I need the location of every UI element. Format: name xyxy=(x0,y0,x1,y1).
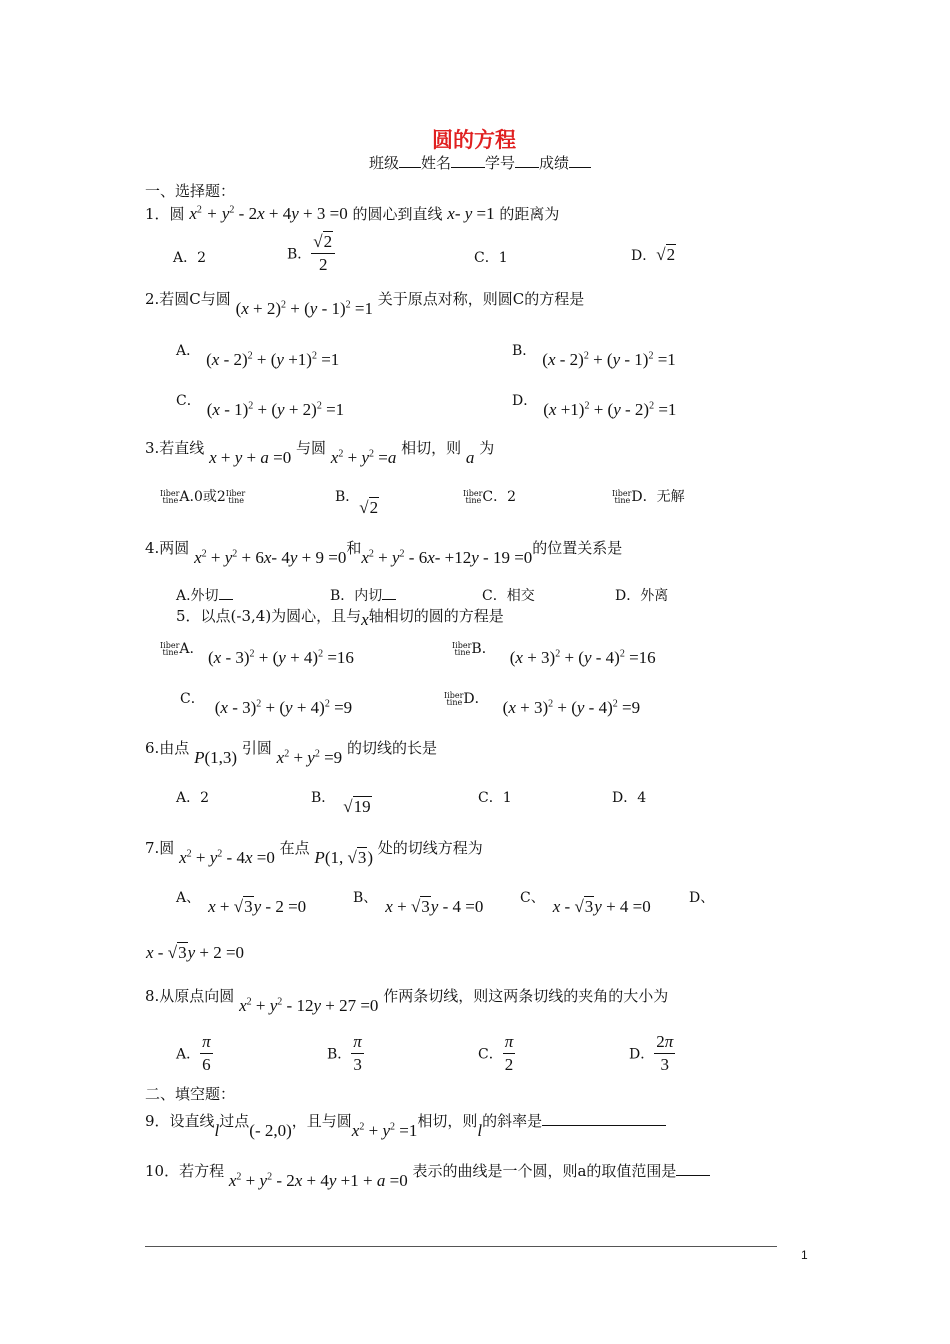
q7-option-b[interactable] xyxy=(353,887,484,916)
q5-option-b[interactable] xyxy=(452,638,656,667)
q5-artifact-d: Iiber tine xyxy=(444,691,464,707)
q7-circle-equation: $x^2 + y^2 - 4x =0$ xyxy=(179,848,275,867)
q3-option-b[interactable] xyxy=(335,486,379,517)
q8-prefix: 8.从原点向圆 xyxy=(145,987,235,1005)
q7-option-c-value: x - √3y + 4 =0 xyxy=(552,897,651,916)
q7-option-a-label: A、 xyxy=(176,890,201,906)
q4-circle2-equation: $x^2 + y^2 - 6x- +12y - 19 =0$ xyxy=(361,548,533,567)
id-label: 学号 xyxy=(485,154,516,172)
name-label: 姓名 xyxy=(421,154,452,172)
q5-prefix: 5．以点(-3,4)为圆心，且与 xyxy=(176,607,362,625)
q10-end: 表示的曲线是一个圆，则a的取值范围是 xyxy=(412,1162,677,1180)
q5-option-b-label: B． xyxy=(471,641,496,657)
q9-answer-blank[interactable] xyxy=(542,1115,666,1126)
q7-mid: 在点 xyxy=(279,839,310,857)
q3-mid: 与圆 xyxy=(296,439,327,457)
q2-option-c-value: $(x - 1)^2 + (y + 2)^2 =1$ xyxy=(206,400,345,419)
q3-option-b-value: √2 xyxy=(359,498,379,517)
question-7 xyxy=(145,837,483,867)
q2-end: 关于原点对称，则圆C的方程是 xyxy=(377,290,585,308)
student-info-line xyxy=(369,152,591,173)
q10-prefix: 10．若方程 xyxy=(145,1162,225,1180)
page-number: 1 xyxy=(801,1248,808,1262)
q3-option-c[interactable] xyxy=(463,486,516,506)
q7-option-d-value: x - √3y + 2 =0 xyxy=(146,943,245,962)
page-title: 圆的方程 xyxy=(432,127,516,152)
q6-option-b[interactable] xyxy=(311,787,371,816)
q5-option-d-value: $(x + 3)^2 + (y - 4)^2 =9$ xyxy=(502,698,641,717)
q1-end: 的距离为 xyxy=(499,205,560,223)
q2-option-a[interactable] xyxy=(176,340,340,369)
q1-option-d-value: √2 xyxy=(656,245,676,264)
q8-option-d-label: D． xyxy=(629,1046,655,1063)
footer-divider xyxy=(145,1246,777,1247)
q6-mid: 引圆 xyxy=(241,739,272,757)
q8-option-c-label: C． xyxy=(478,1046,503,1063)
q8-option-c-value: $\frac{\pi}{2}$ xyxy=(504,1032,514,1074)
q9-point: (- 2,0) xyxy=(249,1121,292,1140)
q2-option-c[interactable] xyxy=(176,390,345,419)
q4-option-b[interactable] xyxy=(330,585,396,605)
q7-option-b-label: B、 xyxy=(353,890,378,906)
q5-option-a-label: A. xyxy=(179,641,194,657)
question-3 xyxy=(145,437,495,467)
q3-option-d[interactable] xyxy=(612,486,685,506)
question-4 xyxy=(145,537,623,567)
q2-option-b-label: B． xyxy=(512,343,537,359)
question-9 xyxy=(145,1110,666,1140)
q7-option-b-value: x + √3y - 4 =0 xyxy=(385,897,484,916)
q5-end: 轴相切的圆的方程是 xyxy=(368,607,504,625)
q8-option-d-value: $\frac{2\pi}{3}$ xyxy=(656,1032,674,1074)
q1-option-b-label: B． xyxy=(287,246,312,263)
q6-option-c[interactable]: C．1 xyxy=(478,790,512,806)
q8-option-a-value: $\frac{\pi}{6}$ xyxy=(202,1032,211,1074)
q8-circle-equation: $x^2 + y^2 - 12y + 27 =0$ xyxy=(239,996,379,1015)
q2-option-b[interactable] xyxy=(512,340,676,369)
q3-variable: a xyxy=(465,448,475,467)
q4-option-c[interactable]: C．相交 xyxy=(482,588,535,604)
q1-prefix: 1．圆 xyxy=(145,205,185,223)
q9-mid2: ，且与圆 xyxy=(291,1112,352,1130)
q1-option-b-value: $\frac{√2}{2}$ xyxy=(311,232,335,275)
question-8 xyxy=(145,985,669,1015)
q3-artifact-c: Iiber tine xyxy=(463,489,483,505)
q7-point: P(1, √3) xyxy=(314,848,373,867)
q8-option-a-label: A． xyxy=(176,1046,201,1063)
q5-option-b-value: $(x + 3)^2 + (y - 4)^2 =16$ xyxy=(509,648,656,667)
q9-line-variable: l xyxy=(214,1121,220,1140)
q3-option-d-label: D．无解 xyxy=(631,489,685,505)
q6-point: P(1,3) xyxy=(194,748,238,767)
q10-answer-blank[interactable] xyxy=(676,1165,710,1176)
q6-end: 的切线的长是 xyxy=(346,739,437,757)
q1-mid: 的圆心到直线 xyxy=(352,205,443,223)
q8-end: 作两条切线，则这两条切线的夹角的大小为 xyxy=(383,987,669,1005)
q9-end: 的斜率是 xyxy=(482,1112,543,1130)
q8-option-c[interactable] xyxy=(478,1032,515,1075)
q1-option-b[interactable] xyxy=(287,232,335,275)
q7-option-d[interactable]: D、 xyxy=(689,890,715,906)
q9-circle-equation: $x^2 + y^2 =1$ xyxy=(351,1121,418,1140)
q5-option-a-value: $(x - 3)^2 + (y + 4)^2 =16$ xyxy=(207,648,354,667)
q5-option-c[interactable] xyxy=(180,688,353,717)
q8-option-b-label: B． xyxy=(327,1046,352,1063)
q9-mid3: 相切，则 xyxy=(417,1112,478,1130)
q6-option-d[interactable]: D．4 xyxy=(612,790,647,806)
q5-artifact-a: Iiber tine xyxy=(160,641,180,657)
q8-option-b-value: $\frac{\pi}{3}$ xyxy=(353,1032,362,1074)
q8-option-a[interactable] xyxy=(176,1032,213,1075)
q9-mid: 过点 xyxy=(219,1112,250,1130)
q4-option-d[interactable]: D．外离 xyxy=(615,588,669,604)
question-2 xyxy=(145,288,585,318)
q6-prefix: 6.由点 xyxy=(145,739,190,757)
q4-mid: 和 xyxy=(346,539,362,557)
q9-prefix: 9．设直线 xyxy=(145,1112,215,1130)
q3-option-a[interactable] xyxy=(160,486,245,506)
q1-option-c[interactable]: C．1 xyxy=(474,250,508,266)
q2-prefix: 2.若圆C与圆 xyxy=(145,290,231,308)
q1-circle-equation: $x^2 + y^2 - 2x + 4y + 3 =0$ xyxy=(189,204,348,223)
q5-option-a[interactable] xyxy=(160,638,354,667)
q1-line-equation: x- y =1 xyxy=(447,204,495,223)
q3-mid2: 相切，则 xyxy=(401,439,462,457)
section-heading-choice: 一、选择题： xyxy=(145,182,236,200)
q4-end: 的位置关系是 xyxy=(532,539,623,557)
score-label: 成绩 xyxy=(539,154,570,172)
q5-artifact-b: Iiber tine xyxy=(452,641,472,657)
q5-option-d-label: D． xyxy=(463,691,489,707)
q3-artifact-a2: Iiber tine xyxy=(225,489,246,505)
q6-circle-equation: $x^2 + y^2 =9$ xyxy=(276,748,343,767)
q5-option-d[interactable] xyxy=(444,688,641,717)
q1-option-d-label: D． xyxy=(631,248,657,264)
q3-artifact-d: Iiber tine xyxy=(612,489,632,505)
q5-option-c-label: C． xyxy=(180,691,205,707)
q4-option-a-label: A.外切 xyxy=(176,588,219,604)
q3-option-c-label: C．2 xyxy=(482,489,517,505)
class-label: 班级 xyxy=(369,154,400,172)
q4-option-a[interactable] xyxy=(176,585,233,605)
q7-end: 处的切线方程为 xyxy=(377,839,483,857)
q1-option-d[interactable] xyxy=(631,245,676,265)
q6-option-b-value: √19 xyxy=(343,797,371,816)
q2-option-d-label: D． xyxy=(512,393,538,409)
question-6 xyxy=(145,737,437,767)
q3-end: 为 xyxy=(479,439,495,457)
q2-option-c-label: C． xyxy=(176,393,201,409)
q5-option-c-value: $(x - 3)^2 + (y + 4)^2 =9$ xyxy=(214,698,353,717)
q8-option-b[interactable] xyxy=(327,1032,364,1075)
q3-circle-equation: $x^2 + y^2 =a$ xyxy=(330,448,397,467)
q2-option-d-value: $(x +1)^2 + (y - 2)^2 =1$ xyxy=(543,400,677,419)
q4-prefix: 4.两圆 xyxy=(145,539,190,557)
q7-option-c[interactable] xyxy=(520,887,651,916)
q3-option-a-label: A.0或2 xyxy=(179,489,226,505)
question-10 xyxy=(145,1160,710,1190)
q3-line-equation: x + y + a =0 xyxy=(209,448,292,467)
q6-option-a[interactable]: A．2 xyxy=(176,790,210,806)
q9-line-variable-2: l xyxy=(477,1121,483,1140)
q5-axis-variable: x xyxy=(361,610,369,629)
q3-artifact-a: Iiber tine xyxy=(160,489,180,505)
q7-option-a-value: x + √3y - 2 =0 xyxy=(208,897,307,916)
q2-option-a-label: A． xyxy=(176,343,201,359)
q4-circle1-equation: $x^2 + y^2 + 6x-$ 4y + 9 =0 xyxy=(194,548,347,567)
q10-equation: $x^2 + y^2 - 2x + 4y +1 + a =0$ xyxy=(228,1171,408,1190)
question-5 xyxy=(176,605,504,629)
q2-option-a-value: $(x - 2)^2 + (y +1)^2 =1$ xyxy=(206,350,340,369)
q1-option-a[interactable]: A．2 xyxy=(173,250,207,266)
q4-option-b-label: B．内切 xyxy=(330,588,383,604)
q6-option-b-label: B． xyxy=(311,790,336,806)
question-1 xyxy=(145,203,559,224)
q2-equation: $(x + 2)^2 + (y - 1)^2 =1$ xyxy=(235,299,374,318)
q7-prefix: 7.圆 xyxy=(145,839,175,857)
q3-prefix: 3.若直线 xyxy=(145,439,205,457)
q2-option-d[interactable] xyxy=(512,390,677,419)
q7-option-a[interactable] xyxy=(176,887,307,916)
section-heading-fill: 二、填空题： xyxy=(145,1085,236,1103)
q7-option-c-label: C、 xyxy=(520,890,545,906)
q8-option-d[interactable] xyxy=(629,1032,675,1075)
q2-option-b-value: (x - 2)$^2$ + (y - 1)$^2$ =1 xyxy=(542,350,676,369)
q3-option-b-label: B． xyxy=(335,489,360,505)
